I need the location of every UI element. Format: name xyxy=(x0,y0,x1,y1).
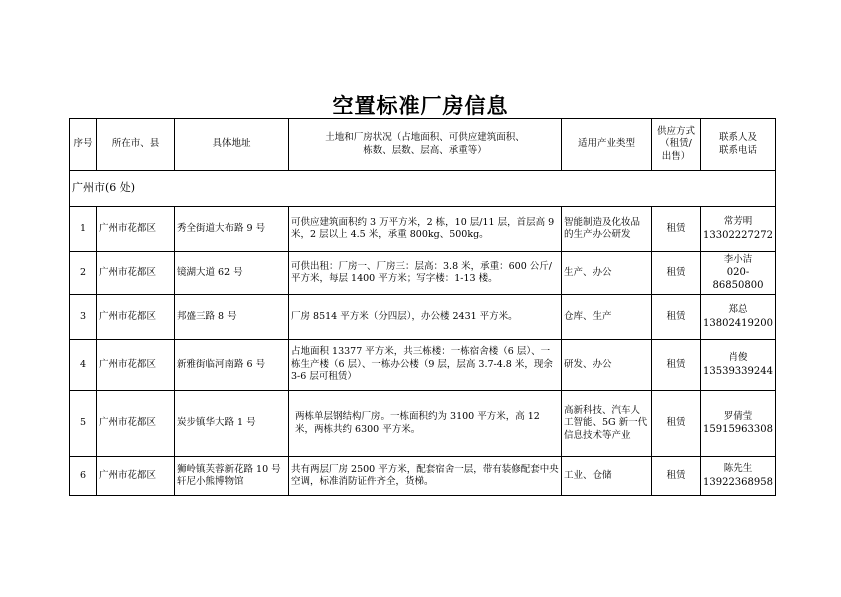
contact-phone: 13922368958 xyxy=(703,476,773,488)
cell-contact xyxy=(701,391,776,457)
contact-name: 陈先生 xyxy=(723,463,753,474)
cell-supply: 租赁 xyxy=(652,457,701,496)
cell-city: 广州市花都区 xyxy=(97,207,175,252)
header-city: 所在市、县 xyxy=(97,119,175,171)
cell-land: 共有两层厂房 2500 平方米，配套宿舍一层，带有装修配套中央空调，标准消防证件齐全，货梯。 xyxy=(289,457,562,496)
cell-land: 厂房 8514 平方米（分四层），办公楼 2431 平方米。 xyxy=(289,295,562,340)
region-label: 广州市(6 处) xyxy=(70,171,776,207)
header-address: 具体地址 xyxy=(175,119,289,171)
cell-industry: 高新科技、汽车人工智能、5G 新一代信息技术等产业 xyxy=(562,391,652,457)
header-contact xyxy=(701,119,776,171)
table-row xyxy=(70,295,776,340)
cell-contact xyxy=(701,252,776,295)
cell-seq: 4 xyxy=(70,340,97,391)
cell-supply: 租赁 xyxy=(652,252,701,295)
header-row xyxy=(70,119,776,171)
cell-city: 广州市花都区 xyxy=(97,457,175,496)
cell-seq: 2 xyxy=(70,252,97,295)
cell-contact xyxy=(701,207,776,252)
cell-industry: 工业、仓储 xyxy=(562,457,652,496)
header-land xyxy=(289,119,562,171)
cell-industry: 生产、办公 xyxy=(562,252,652,295)
cell-seq: 6 xyxy=(70,457,97,496)
header-supply-line3: 出售） xyxy=(661,150,691,162)
cell-supply: 租赁 xyxy=(652,340,701,391)
cell-city: 广州市花都区 xyxy=(97,252,175,295)
contact-name: 罗倩莹 xyxy=(723,410,753,422)
cell-seq: 5 xyxy=(70,391,97,457)
cell-land: 两栋单层钢结构厂房。一栋面积约为 3100 平方米，高 12 米，两栋共约 6300 平方米。 xyxy=(289,391,562,457)
contact-phone: 13539339244 xyxy=(703,365,773,377)
cell-address: 秀全街道大布路 9 号 xyxy=(175,207,289,252)
contact-phone: 15915963308 xyxy=(703,424,773,435)
cell-land: 可供应建筑面积约 3 万平方米，2 栋，10 层/11 层，首层高 9 米，2 层以上 4.5 米，承重 800kg、500kg。 xyxy=(289,207,562,252)
cell-address: 炭步镇华大路 1 号 xyxy=(175,391,289,457)
contact-phone: 13302227272 xyxy=(703,229,773,241)
cell-supply: 租赁 xyxy=(652,391,701,457)
table-row xyxy=(70,207,776,252)
cell-land: 可供出租：厂房一、厂房三：层高：3.8 米，承重：600 公斤/平方米，每层 1400 平方米；写字楼：1-13 楼。 xyxy=(289,252,562,295)
header-land-line2: 栋数、层数、层高、承重等） xyxy=(363,144,487,156)
contact-name: 常芳明 xyxy=(723,216,753,227)
cell-address: 新雅街临河南路 6 号 xyxy=(175,340,289,391)
cell-contact xyxy=(701,457,776,496)
cell-industry: 研发、办公 xyxy=(562,340,652,391)
contact-name: 肖俊 xyxy=(728,352,748,363)
table-row xyxy=(70,340,776,391)
header-supply-line1: 供应方式 xyxy=(656,125,695,137)
cell-seq: 3 xyxy=(70,295,97,340)
cell-contact xyxy=(701,340,776,391)
cell-city: 广州市花都区 xyxy=(97,391,175,457)
header-contact-line2: 联系电话 xyxy=(718,144,757,156)
cell-city: 广州市花都区 xyxy=(97,340,175,391)
cell-address: 镜湖大道 62 号 xyxy=(175,252,289,295)
region-row xyxy=(70,171,776,207)
cell-supply: 租赁 xyxy=(652,295,701,340)
cell-city: 广州市花都区 xyxy=(97,295,175,340)
cell-seq: 1 xyxy=(70,207,97,252)
table-row xyxy=(70,391,776,457)
header-contact-line1: 联系人及 xyxy=(718,132,757,143)
cell-industry: 仓库、生产 xyxy=(562,295,652,340)
cell-land: 占地面积 13377 平方米，共三栋楼：一栋宿舍楼（6 层）、一栋生产楼（6 层）、一栋办公楼（9 层，层高 3.7-4.8 米，现余 3-6 层可租赁） xyxy=(289,340,562,391)
page-title: 空置标准厂房信息 xyxy=(332,94,509,118)
header-supply xyxy=(652,119,701,171)
cell-address: 邦盛三路 8 号 xyxy=(175,295,289,340)
header-industry: 适用产业类型 xyxy=(562,119,652,171)
factory-table xyxy=(69,118,776,496)
contact-name: 郑总 xyxy=(728,304,748,315)
contact-phone: 13802419200 xyxy=(703,317,773,329)
table-row xyxy=(70,457,776,496)
header-seq: 序号 xyxy=(70,119,97,171)
contact-name: 李小洁 xyxy=(723,253,753,265)
table-row xyxy=(70,252,776,295)
header-land-line1: 土地和厂房状况（占地面积、可供应建筑面积、 xyxy=(325,132,525,143)
header-supply-line2: （租赁/ xyxy=(660,138,692,150)
cell-address: 狮岭镇芙蓉新花路 10 号轩尼小熊博物馆 xyxy=(175,457,289,496)
contact-phone: 020-86850800 xyxy=(712,267,764,291)
cell-supply: 租赁 xyxy=(652,207,701,252)
cell-industry: 智能制造及化妆品的生产办公研发 xyxy=(562,207,652,252)
cell-contact xyxy=(701,295,776,340)
